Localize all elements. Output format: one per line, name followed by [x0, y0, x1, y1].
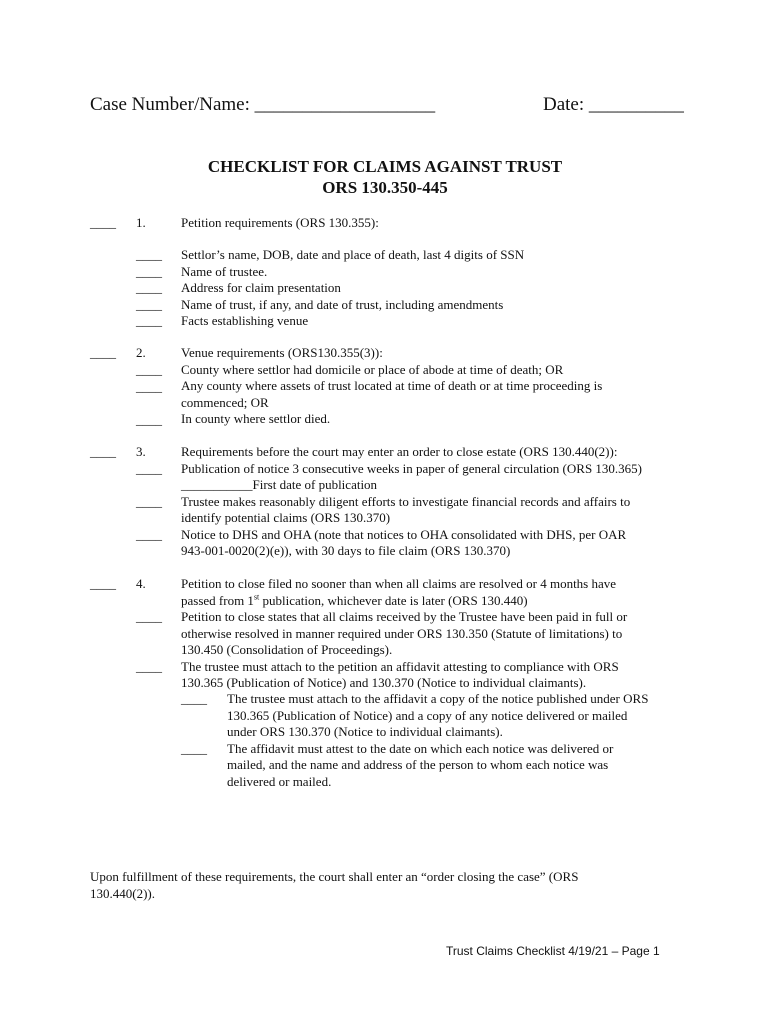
sub-item-continuation: 943-001-0020(2)(e)), with 30 days to file claim (ORS 130.370)	[181, 543, 511, 558]
sub-item: Name of trustee.	[181, 263, 268, 279]
document-title: CHECKLIST FOR CLAIMS AGAINST TRUST	[207, 157, 563, 176]
nested-sub-item-continuation: 130.365 (Publication of Notice) and a copy of any notice delivered or mailed	[227, 707, 628, 723]
page-footer: Trust Claims Checklist 4/19/21 – Page 1	[446, 944, 660, 958]
blank-column: ____ ____ ____ ____ ____	[136, 247, 162, 328]
item-checkbox-blank: ____	[90, 576, 116, 591]
item-text	[181, 576, 627, 692]
blank-column: ____ ____ ____	[136, 461, 162, 542]
sub-item-continuation: identify potential claims (ORS 130.370)	[181, 510, 391, 525]
item-number: 3.	[136, 444, 146, 459]
item-checkbox-blank: ____	[90, 215, 116, 230]
nested-sub-item: The trustee must attach to the affidavit a copy of the notice published under ORS	[227, 691, 649, 706]
nested-blank-column: ____ ____	[181, 691, 207, 756]
nested-sub-item-continuation: under ORS 130.370 (Notice to individual claimants).	[227, 724, 503, 739]
nested-sub-items	[227, 691, 648, 790]
item-heading: Venue requirements (ORS130.355(3)):	[181, 345, 383, 360]
item-checkbox-blank: ____	[90, 444, 116, 459]
item-heading-continuation: passed from 1st publication, whichever date is later (ORS 130.440)	[181, 592, 528, 608]
blank-column: ____ ____	[136, 609, 162, 674]
item-text	[181, 444, 642, 560]
item-text	[181, 345, 602, 428]
item-checkbox-blank: ____	[90, 345, 116, 360]
sub-item-continuation: 130.365 (Publication of Notice) and 130.370 (Notice to individual claimants).	[181, 675, 587, 690]
item-number: 1.	[136, 215, 146, 230]
sub-item-continuation: commenced; OR	[181, 394, 269, 410]
item-heading: Requirements before the court may enter an order to close estate (ORS 130.440(2)):	[181, 444, 618, 459]
sub-item: Name of trust, if any, and date of trust, including amendments	[181, 296, 504, 312]
sub-item: Publication of notice 3 consecutive weeks in paper of general circulation (ORS 130.365)	[181, 460, 643, 476]
nested-sub-item-continuation: delivered or mailed.	[227, 773, 332, 789]
date-field: Date: __________	[543, 94, 684, 115]
sub-item-continuation: otherwise resolved in manner required under ORS 130.350 (Statute of limitations) to	[181, 625, 623, 641]
item-heading: Petition requirements (ORS 130.355):	[181, 215, 379, 230]
sub-item: The trustee must attach to the petition an affidavit attesting to compliance with ORS	[181, 658, 619, 674]
sub-items	[181, 247, 524, 330]
item-heading: Petition to close filed no sooner than when all claims are resolved or 4 months have	[181, 576, 617, 591]
nested-sub-item-continuation: mailed, and the name and address of the person to whom each notice was	[227, 757, 609, 772]
closing-paragraph: Upon fulfillment of these requirements, the court shall enter an “order closing the case” (ORS 130.440(2)).	[90, 869, 579, 901]
nested-sub-item: The affidavit must attest to the date on which each notice was delivered or	[227, 740, 614, 756]
item-number: 2.	[136, 345, 146, 360]
sub-item: Notice to DHS and OHA (note that notices to OHA consolidated with DHS, per OAR	[181, 526, 627, 542]
sub-item: In county where settlor died.	[181, 411, 331, 426]
sub-item-continuation: 130.450 (Consolidation of Proceedings).	[181, 642, 393, 657]
sub-item: Petition to close states that all claims received by the Trustee have been paid in full or	[181, 609, 628, 624]
sub-item: Address for claim presentation	[181, 280, 341, 295]
sub-item: Facts establishing venue	[181, 313, 309, 328]
document-subtitle: ORS 130.350-445	[322, 178, 448, 197]
publication-date-field: ___________First date of publication	[181, 477, 378, 492]
item-number: 4.	[136, 576, 146, 591]
sub-item: Any county where assets of trust located at time of death or at time proceeding is	[181, 378, 603, 393]
sub-item: Trustee makes reasonably diligent efforts to investigate financial records and affairs to	[181, 493, 631, 509]
sub-item: County where settlor had domicile or place of abode at time of death; OR	[181, 361, 564, 377]
case-number-field: Case Number/Name: ___________________	[90, 94, 436, 115]
blank-column: ____ ____ ____	[136, 362, 162, 427]
sub-item: Settlor’s name, DOB, date and place of death, last 4 digits of SSN	[181, 247, 525, 262]
